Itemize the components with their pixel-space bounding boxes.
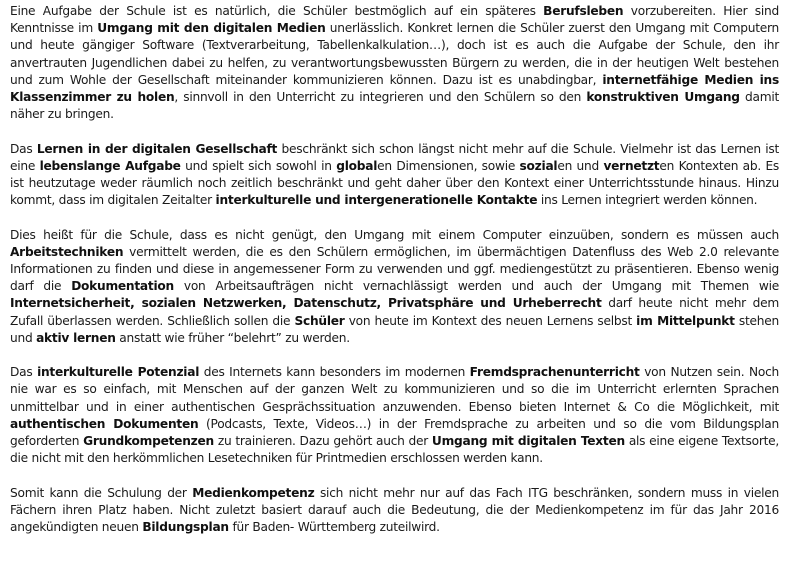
text-run: stehen und (10, 313, 779, 345)
text-run: von heute im Kontext des neuen Lernens selbst (344, 313, 637, 328)
bold-text-run: aktiv lernen (36, 330, 116, 345)
text-run: zu trainieren. Dazu gehört auch der (213, 434, 432, 449)
bold-text-run: Medienkompetenz (192, 485, 315, 500)
paragraph-3 (10, 227, 779, 347)
bold-text-run: sozial (519, 158, 558, 173)
text-run: von Arbeitsaufträgen nicht vernachlässigt werden und auch der Umgang mit Themen wie (173, 279, 780, 294)
text-run: vorzubereiten. Hier sind Kenntnisse im (10, 4, 779, 36)
paragraph-1 (10, 3, 779, 123)
bold-text-run: Umgang mit digitalen Texten (431, 434, 625, 449)
text-run: Somit kann die Schulung der (10, 485, 193, 500)
bold-text-run: internetfähige Medien ins Klassenzimmer zu holen (10, 72, 779, 105)
paragraph-5 (10, 485, 779, 537)
bold-text-run: interkulturelle und intergenerationelle Kontakte (215, 193, 538, 208)
bold-text-run: Internetsicherheit, sozialen Netzwerken, Datenschutz, Privatsphäre und Urheberrecht (10, 296, 602, 311)
bold-text-run: Bildungsplan (142, 520, 229, 535)
text-run: Eine Aufgabe der Schule ist es natürlich, die Schüler bestmöglich auf ein späteres (10, 4, 544, 18)
text-run: , sinnvoll in den Unterricht zu integrieren und den Schülern so den (174, 90, 587, 105)
text-run: darf heute nicht mehr dem Zufall überlassen werden. Schließlich sollen die (10, 296, 779, 328)
text-run: und spielt sich sowohl in (180, 158, 337, 173)
paragraph-2 (10, 141, 779, 210)
bold-text-run: Arbeitstechniken (10, 244, 124, 259)
text-run: en Kontexten ab. Es ist heutzutage weder räumlich noch zeitlich beschränkt und geht daher über den Kontext einer Unterrichtsstunde hinaus. Hinzu kommt, dass im digitalen Zeitalter (10, 158, 779, 208)
bold-text-run: Umgang mit den digitalen Medien (97, 21, 326, 36)
text-run: Das (10, 365, 38, 380)
bold-text-run: interkulturelle Potenzial (37, 365, 200, 380)
paragraph-4 (10, 364, 779, 467)
bold-text-run: Berufsleben (543, 4, 624, 18)
text-run: (Podcasts, Texte, Videos…) in der Fremdsprache zu arbeiten und so die vom Bildungsplan geforderten (10, 416, 779, 449)
text-run: en Dimensionen, sowie (377, 158, 520, 173)
text-run: damit näher zu bringen. (10, 90, 779, 122)
bold-text-run: Dokumentation (71, 279, 174, 294)
bold-text-run: authentischen Dokumenten (10, 416, 199, 431)
bold-text-run: Lernen in der digitalen Gesellschaft (36, 141, 278, 156)
text-run: des Internets kann besonders im modernen (199, 365, 470, 380)
bold-text-run: global (336, 158, 378, 173)
text-run: beschränkt sich schon längst nicht mehr auf die Schule. Vielmehr ist das Lernen ist eine (10, 141, 780, 173)
bold-text-run: Fremdsprachenunterricht (469, 365, 640, 380)
text-run: anstatt wie früher “belehrt” zu werden. (115, 330, 350, 345)
text-run: vermittelt werden, die es den Schülern ermöglichen, im übermächtigen Datenfluss des Web 2.0 relevante Informationen zu finden und diese in angemessener Form zu verwenden und ggf. mediengestützt zu präsentieren. Ebenso wenig darf die (10, 244, 779, 294)
text-run: unerlässlich. Konkret lernen die Schüler zuerst den Umgang mit Computern und heute gängiger Software (Textverarbeitung, Tabellenkalkulation…), doch ist es auch die Aufgabe der Schule, den ihr anvertrauten Jugendlichen dabei zu helfen, zu verantwortungsbewussten Bürgern zu werden, die in der heutigen Welt bestehen und zum Wohle der Gesellschaft miteinander kommunizieren können. Dazu ist es unabdingbar, (10, 21, 779, 87)
bold-text-run: Schüler (294, 313, 345, 328)
text-run: sich nicht mehr nur auf das Fach ITG beschränken, sondern muss in vielen Fächern ihren Platz haben. Nicht zuletzt basiert darauf auch die Bedeutung, die der Medienkompetenz im für das Jahr 2016 angekündigten neuen (10, 485, 779, 535)
text-run: als eine eigene Textsorte, die nicht mit den herkömmlichen Lesetechniken für Printmedien erschlossen werden kann. (10, 434, 780, 466)
text-run: Das (10, 141, 37, 156)
bold-text-run: im Mittelpunkt (636, 313, 735, 328)
text-run: Dies heißt für die Schule, dass es nicht genügt, den Umgang mit einem Computer einzuüben, sondern es müssen auch (10, 227, 779, 242)
text-run: en und (557, 158, 604, 173)
bold-text-run: konstruktiven Umgang (586, 90, 740, 105)
text-run: ins Lernen integriert werden können. (537, 193, 758, 208)
bold-text-run: lebenslange Aufgabe (39, 158, 181, 173)
bold-text-run: vernetzt (603, 158, 660, 173)
bold-text-run: Grundkompetenzen (83, 434, 214, 449)
text-run: für Baden- Württemberg zuteilwird. (228, 520, 440, 535)
text-run: von Nutzen sein. Noch nie war es so einfach, mit Menschen auf der ganzen Welt zu kommunizieren und so die im Unterricht erlernten Sprachen unmittelbar und in einer authentischen Gesprächssituation anzuwenden. Ebenso bieten Internet & Co die Möglichkeit, mit (10, 365, 780, 414)
